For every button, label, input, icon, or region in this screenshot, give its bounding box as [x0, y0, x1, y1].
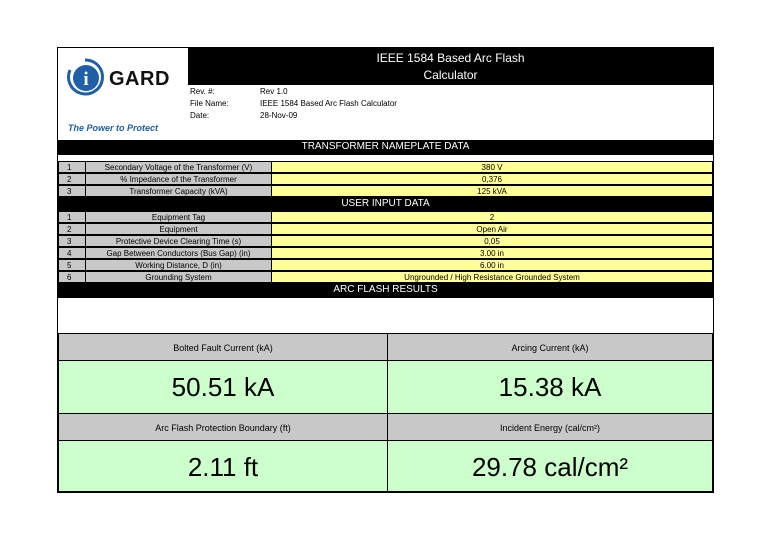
document-meta — [188, 85, 713, 140]
row-label: % Impedance of the Transformer — [86, 173, 272, 185]
row-value-cell[interactable]: Ungrounded / High Resistance Grounded System — [272, 271, 713, 283]
user-input-section-title: USER INPUT DATA — [58, 197, 713, 211]
table-row — [58, 173, 713, 185]
table-row — [58, 161, 713, 173]
meta-key: Date: — [190, 111, 210, 120]
row-label: Working Distance, D (in) — [86, 259, 272, 271]
transformer-section-title: TRANSFORMER NAMEPLATE DATA — [58, 140, 713, 154]
row-number: 2 — [58, 173, 86, 185]
logo-letter: i — [83, 69, 89, 90]
table-row — [58, 235, 713, 247]
results-section-title: ARC FLASH RESULTS — [58, 283, 713, 297]
arc-flash-calculator-sheet — [57, 47, 714, 493]
row-number: 5 — [58, 259, 86, 271]
row-number: 2 — [58, 223, 86, 235]
protection-boundary-label: Arc Flash Protection Boundary (ft) — [58, 413, 388, 441]
incident-energy-label: Incident Energy (cal/cm²) — [387, 413, 713, 441]
row-value-cell[interactable]: 6.00 in — [272, 259, 713, 271]
row-value-cell[interactable]: 125 kVA — [272, 185, 713, 197]
title-line-1: IEEE 1584 Based Arc Flash — [376, 51, 525, 65]
row-label: Equipment Tag — [86, 211, 272, 223]
incident-energy-value: 29.78 cal/cm² — [387, 440, 713, 492]
row-value-cell[interactable]: Open Air — [272, 223, 713, 235]
meta-value: Rev 1.0 — [260, 87, 288, 96]
row-value-cell[interactable]: 0,05 — [272, 235, 713, 247]
bolted-fault-label: Bolted Fault Current (kA) — [58, 333, 388, 361]
protection-boundary-value: 2.11 ft — [58, 440, 388, 492]
row-label: Gap Between Conductors (Bus Gap) (in) — [86, 247, 272, 259]
arcing-current-label: Arcing Current (kA) — [387, 333, 713, 361]
section-spacer — [58, 297, 713, 306]
title-line-2: Calculator — [423, 68, 478, 82]
table-row — [58, 271, 713, 283]
table-row — [58, 211, 713, 223]
section-spacer — [58, 154, 713, 161]
igard-logo — [58, 48, 188, 140]
table-row — [58, 223, 713, 235]
row-value-cell[interactable]: 2 — [272, 211, 713, 223]
row-label: Transformer Capacity (kVA) — [86, 185, 272, 197]
logo-word: GARD — [109, 68, 170, 90]
row-label: Equipment — [86, 223, 272, 235]
row-number: 3 — [58, 235, 86, 247]
row-label: Secondary Voltage of the Transformer (V) — [86, 161, 272, 173]
arcing-current-value: 15.38 kA — [387, 360, 713, 414]
row-number: 1 — [58, 211, 86, 223]
row-number: 3 — [58, 185, 86, 197]
row-value-cell[interactable]: 380 V — [272, 161, 713, 173]
row-number: 4 — [58, 247, 86, 259]
meta-value: IEEE 1584 Based Arc Flash Calculator — [260, 99, 397, 108]
row-value-cell[interactable]: 0,376 — [272, 173, 713, 185]
table-row — [58, 259, 713, 271]
logo-tagline: The Power to Protect — [68, 123, 159, 133]
meta-value: 28-Nov-09 — [260, 111, 298, 120]
row-number: 1 — [58, 161, 86, 173]
igard-logo-icon — [64, 56, 106, 98]
row-label: Protective Device Clearing Time (s) — [86, 235, 272, 247]
bolted-fault-value: 50.51 kA — [58, 360, 388, 414]
row-value-cell[interactable]: 3.00 in — [272, 247, 713, 259]
meta-key: Rev. #: — [190, 87, 215, 96]
meta-key: File Name: — [190, 99, 229, 108]
row-number: 6 — [58, 271, 86, 283]
table-row — [58, 247, 713, 259]
sheet-header — [58, 48, 713, 140]
calculator-title — [188, 48, 713, 85]
table-row — [58, 185, 713, 197]
row-label: Grounding System — [86, 271, 272, 283]
